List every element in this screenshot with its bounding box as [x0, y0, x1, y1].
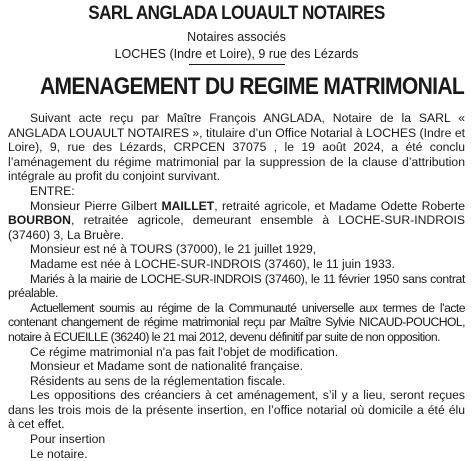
regime-paragraph: Actuellement soumis au régime de la Communauté universelle aux termes de l’acte contenant changement de régime matrimonial reçu par Maître Sylvie NICAUD-POUCHOL, notaire à ECUEILLE (36240) le 21 mai 2012, devenu définitif par suite de non opposition. — [8, 300, 465, 344]
husband-surname: MAILLET — [161, 198, 215, 213]
husband-birth: Monsieur est né à TOURS (37000), le 21 juillet 1929, — [30, 242, 317, 257]
nationality-paragraph: Monsieur et Madame sont de nationalité française. — [30, 359, 304, 374]
parties-paragraph — [8, 199, 465, 243]
firm-address: LOCHES (Indre et Loire), 9 rue des Lézards — [114, 47, 359, 61]
firm-name: SARL ANGLADA LOUAULT NOTAIRES — [88, 3, 385, 24]
marriage-paragraph: Mariés à la mairie de LOCHE-SUR-INDROIS (37460), le 11 février 1950 sans contrat préalable. — [8, 271, 465, 301]
wife-surname: BOURBON — [8, 213, 71, 228]
pour-insertion: Pour insertion — [30, 432, 106, 447]
parties-tail: , retraitée agricole, demeurant ensemble à LOCHE-SUR-INDROIS (37460) 3, La Bruère. — [8, 213, 465, 242]
entre-label: ENTRE: — [30, 183, 75, 198]
parties-middle: , retraité agricole, et Madame Odette Roberte — [214, 198, 465, 213]
no-change-paragraph: Ce régime matrimonial n'a pas fait l'objet de modification. — [30, 344, 339, 359]
residents-paragraph: Résidents au sens de la réglementation fiscale. — [30, 373, 286, 388]
header-divider — [189, 64, 285, 65]
signature: Le notaire. — [30, 446, 88, 461]
notice-body — [8, 111, 465, 461]
wife-birth: Madame est née à LOCHE-SUR-INDROIS (37460), le 11 juin 1933. — [30, 256, 395, 271]
parties-lead: Monsieur Pierre Gilbert — [30, 198, 162, 213]
intro-paragraph: Suivant acte reçu par Maître François ANGLADA, Notaire de la SARL « ANGLADA LOUAULT NOTAIRES », titulaire d’un Office Notarial à LOCHES (Indre et Loire), 9, rue des Lézards, CRPCEN 37075 , le 19 août 2024, a été conclu l’aménagement du régime matrimonial par la suppression de la clause d’attribution intégrale au profit du conjoint survivant. — [8, 111, 465, 184]
legal-notice — [0, 2, 473, 460]
firm-subtitle: Notaires associés — [187, 30, 286, 44]
notice-title: AMENAGEMENT DU REGIME MATRIMONIAL — [39, 73, 465, 100]
oppositions-paragraph: Les oppositions des créanciers à cet aménagement, s’il y a lieu, seront reçues dans les trois mois de la présente insertion, en l’office notarial où domicile a été élu à cet effet. — [8, 388, 465, 432]
